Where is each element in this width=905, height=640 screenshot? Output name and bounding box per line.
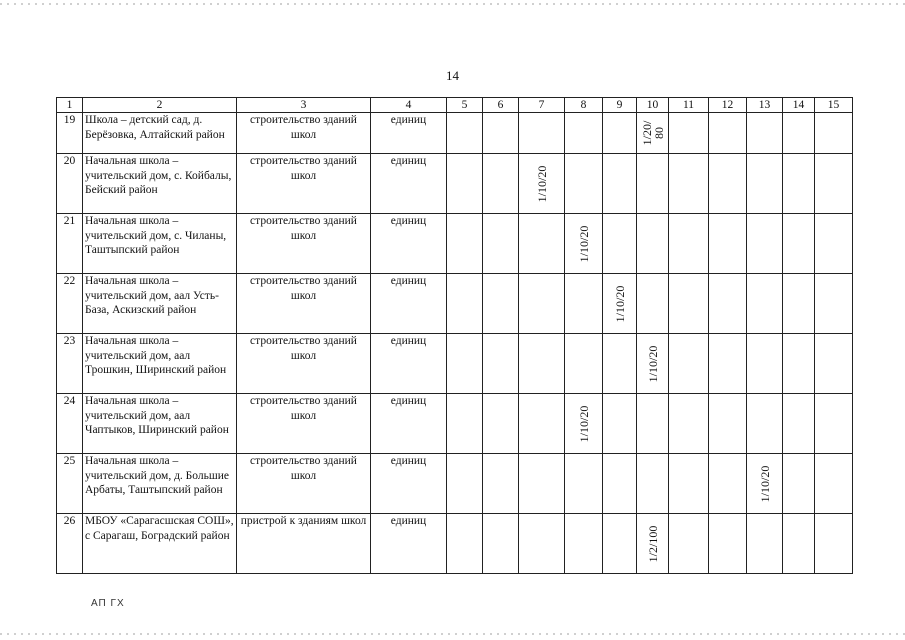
- table-row: [57, 214, 853, 274]
- capacity-value: 1/10/20: [645, 345, 660, 382]
- year-cell-6: [483, 334, 519, 394]
- year-cell-7: [519, 454, 565, 514]
- object-name: Школа – детский сад, д. Берёзовка, Алтайский район: [83, 113, 237, 154]
- row-number: 26: [57, 514, 83, 574]
- year-cell-5: [447, 214, 483, 274]
- work-type: строительство зданий школ: [237, 334, 371, 394]
- year-cell-13: [747, 113, 783, 154]
- year-cell-15: [815, 514, 853, 574]
- year-cell-12: [709, 394, 747, 454]
- year-cell-11: [669, 394, 709, 454]
- year-cell-8: [565, 514, 603, 574]
- year-cell-11: [669, 154, 709, 214]
- year-cell-5: [447, 334, 483, 394]
- program-table: [56, 97, 853, 574]
- year-cell-13: [747, 334, 783, 394]
- year-cell-12: [709, 113, 747, 154]
- unit-label: единиц: [371, 514, 447, 574]
- unit-label: единиц: [371, 214, 447, 274]
- page-number: 14: [446, 68, 459, 83]
- table-row: [57, 454, 853, 514]
- year-cell-9: [603, 113, 637, 154]
- year-cell-7: [519, 514, 565, 574]
- year-cell-8: [565, 154, 603, 214]
- year-cell-14: [783, 274, 815, 334]
- year-cell-9: [603, 514, 637, 574]
- year-cell-6: [483, 154, 519, 214]
- column-header-6: 6: [483, 98, 519, 113]
- scan-edge-bottom: [0, 633, 905, 635]
- column-header-15: 15: [815, 98, 853, 113]
- capacity-value: 1/20/ 80: [639, 120, 666, 146]
- year-cell-11: [669, 454, 709, 514]
- year-cell-11: [669, 214, 709, 274]
- year-cell-14: [783, 154, 815, 214]
- year-cell-13: [747, 394, 783, 454]
- object-name: Начальная школа – учительский дом, с. Койбалы, Бейский район: [83, 154, 237, 214]
- year-cell-5: [447, 154, 483, 214]
- column-header-5: 5: [447, 98, 483, 113]
- year-cell-6: [483, 394, 519, 454]
- column-header-1: 1: [57, 98, 83, 113]
- row-number: 20: [57, 154, 83, 214]
- year-cell-10: [637, 113, 669, 154]
- year-cell-6: [483, 113, 519, 154]
- year-cell-8: [565, 113, 603, 154]
- column-header-3: 3: [237, 98, 371, 113]
- year-cell-15: [815, 394, 853, 454]
- table-row: [57, 514, 853, 574]
- object-name: Начальная школа – учительский дом, д. Большие Арбаты, Таштыпский район: [83, 454, 237, 514]
- year-cell-9: [603, 334, 637, 394]
- work-type: пристрой к зданиям школ: [237, 514, 371, 574]
- table-row: [57, 394, 853, 454]
- table-row: [57, 334, 853, 394]
- year-cell-15: [815, 334, 853, 394]
- year-cell-6: [483, 454, 519, 514]
- unit-label: единиц: [371, 154, 447, 214]
- column-header-9: 9: [603, 98, 637, 113]
- year-cell-7: [519, 154, 565, 214]
- year-cell-13: [747, 214, 783, 274]
- year-cell-12: [709, 514, 747, 574]
- column-header-8: 8: [565, 98, 603, 113]
- column-header-10: 10: [637, 98, 669, 113]
- year-cell-12: [709, 154, 747, 214]
- capacity-value: 1/10/20: [612, 285, 627, 322]
- column-header-2: 2: [83, 98, 237, 113]
- object-name: Начальная школа – учительский дом, аал Усть-База, Аскизский район: [83, 274, 237, 334]
- year-cell-7: [519, 274, 565, 334]
- year-cell-10: [637, 274, 669, 334]
- year-cell-15: [815, 154, 853, 214]
- year-cell-10: [637, 334, 669, 394]
- year-cell-8: [565, 454, 603, 514]
- column-header-12: 12: [709, 98, 747, 113]
- year-cell-8: [565, 214, 603, 274]
- capacity-value: 1/10/20: [576, 225, 591, 262]
- work-type: строительство зданий школ: [237, 214, 371, 274]
- object-name: МБОУ «Сарагасшская СОШ», с Сарагаш, Боградский район: [83, 514, 237, 574]
- year-cell-7: [519, 113, 565, 154]
- capacity-value: 1/10/20: [576, 405, 591, 442]
- year-cell-14: [783, 334, 815, 394]
- header-row: [57, 98, 853, 113]
- capacity-value: 1/2/100: [645, 525, 660, 562]
- year-cell-7: [519, 394, 565, 454]
- object-name: Начальная школа – учительский дом, аал Чаптыков, Ширинский район: [83, 394, 237, 454]
- unit-label: единиц: [371, 394, 447, 454]
- object-name: Начальная школа – учительский дом, аал Трошкин, Ширинский район: [83, 334, 237, 394]
- year-cell-11: [669, 113, 709, 154]
- year-cell-9: [603, 274, 637, 334]
- row-number: 25: [57, 454, 83, 514]
- year-cell-10: [637, 454, 669, 514]
- column-header-13: 13: [747, 98, 783, 113]
- table-row: [57, 113, 853, 154]
- year-cell-7: [519, 334, 565, 394]
- year-cell-13: [747, 154, 783, 214]
- year-cell-10: [637, 394, 669, 454]
- year-cell-11: [669, 334, 709, 394]
- year-cell-8: [565, 334, 603, 394]
- year-cell-14: [783, 394, 815, 454]
- year-cell-6: [483, 214, 519, 274]
- row-number: 21: [57, 214, 83, 274]
- year-cell-8: [565, 394, 603, 454]
- year-cell-10: [637, 214, 669, 274]
- year-cell-14: [783, 454, 815, 514]
- year-cell-6: [483, 274, 519, 334]
- work-type: строительство зданий школ: [237, 454, 371, 514]
- year-cell-9: [603, 454, 637, 514]
- year-cell-6: [483, 514, 519, 574]
- work-type: строительство зданий школ: [237, 113, 371, 154]
- work-type: строительство зданий школ: [237, 274, 371, 334]
- year-cell-12: [709, 454, 747, 514]
- year-cell-5: [447, 514, 483, 574]
- year-cell-13: [747, 514, 783, 574]
- column-header-11: 11: [669, 98, 709, 113]
- row-number: 24: [57, 394, 83, 454]
- unit-label: единиц: [371, 334, 447, 394]
- year-cell-12: [709, 274, 747, 334]
- year-cell-10: [637, 514, 669, 574]
- unit-label: единиц: [371, 454, 447, 514]
- unit-label: единиц: [371, 274, 447, 334]
- year-cell-15: [815, 454, 853, 514]
- year-cell-15: [815, 214, 853, 274]
- unit-label: единиц: [371, 113, 447, 154]
- table-row: [57, 154, 853, 214]
- object-name: Начальная школа – учительский дом, с. Чиланы, Таштыпский район: [83, 214, 237, 274]
- row-number: 19: [57, 113, 83, 154]
- row-number: 23: [57, 334, 83, 394]
- capacity-value: 1/10/20: [534, 165, 549, 202]
- year-cell-9: [603, 394, 637, 454]
- scan-edge-top: [0, 3, 905, 5]
- year-cell-5: [447, 394, 483, 454]
- work-type: строительство зданий школ: [237, 394, 371, 454]
- column-header-14: 14: [783, 98, 815, 113]
- year-cell-8: [565, 274, 603, 334]
- year-cell-15: [815, 274, 853, 334]
- column-header-4: 4: [371, 98, 447, 113]
- year-cell-7: [519, 214, 565, 274]
- capacity-value: 1/10/20: [757, 465, 772, 502]
- column-header-7: 7: [519, 98, 565, 113]
- year-cell-15: [815, 113, 853, 154]
- year-cell-9: [603, 154, 637, 214]
- year-cell-5: [447, 113, 483, 154]
- table-row: [57, 274, 853, 334]
- row-number: 22: [57, 274, 83, 334]
- footer-code: АП ГХ: [91, 598, 125, 609]
- year-cell-5: [447, 454, 483, 514]
- year-cell-11: [669, 274, 709, 334]
- year-cell-10: [637, 154, 669, 214]
- work-type: строительство зданий школ: [237, 154, 371, 214]
- year-cell-14: [783, 214, 815, 274]
- year-cell-12: [709, 214, 747, 274]
- year-cell-14: [783, 514, 815, 574]
- year-cell-5: [447, 274, 483, 334]
- year-cell-13: [747, 454, 783, 514]
- year-cell-14: [783, 113, 815, 154]
- year-cell-9: [603, 214, 637, 274]
- year-cell-11: [669, 514, 709, 574]
- year-cell-13: [747, 274, 783, 334]
- year-cell-12: [709, 334, 747, 394]
